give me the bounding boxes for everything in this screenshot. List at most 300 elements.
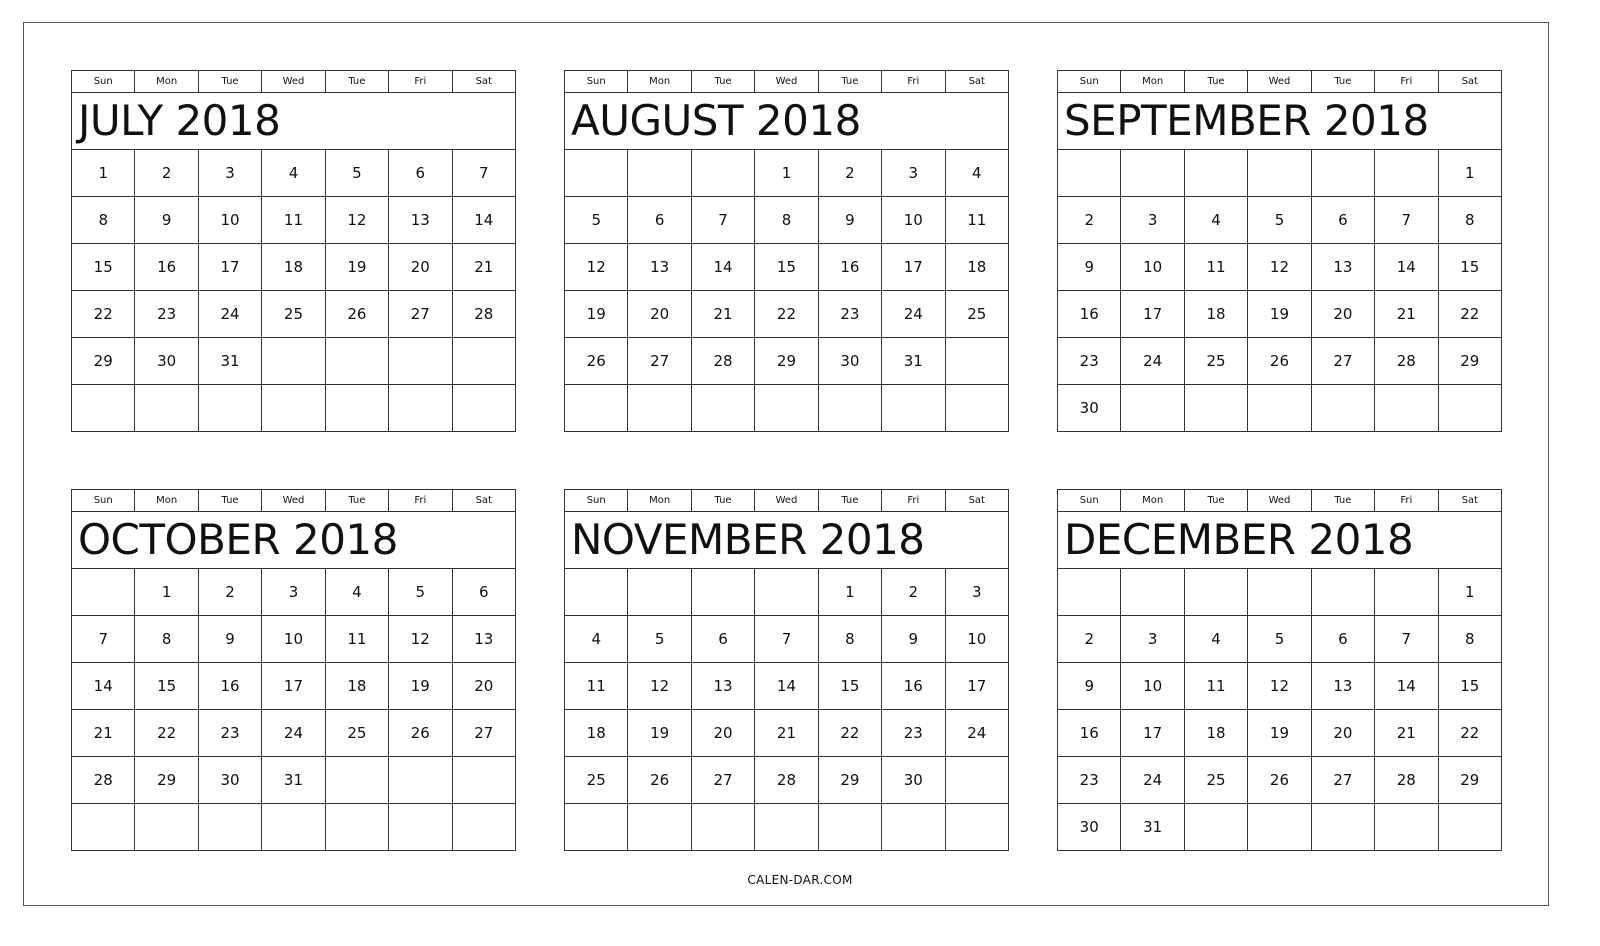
day-cell: 14 [1375,244,1438,291]
day-cell: 29 [72,338,135,385]
empty-day-cell [1248,569,1311,616]
empty-day-cell [945,338,1008,385]
month-calendar-july [71,70,516,441]
weekday-label: Fri [882,490,945,512]
day-cell: 7 [1375,616,1438,663]
week-row [72,244,516,291]
day-cell: 19 [628,710,691,757]
day-cell: 11 [1184,244,1247,291]
day-cell: 20 [389,244,452,291]
empty-day-cell [262,338,325,385]
day-cell: 10 [262,616,325,663]
empty-day-cell [325,804,388,851]
day-cell: 16 [882,663,945,710]
empty-day-cell [389,757,452,804]
empty-day-cell [1248,150,1311,197]
month-grid [1057,70,1502,432]
month-title: JULY 2018 [72,93,516,150]
week-row [1058,150,1502,197]
weekday-label: Sat [1438,71,1501,93]
day-cell: 29 [1438,757,1501,804]
week-row [72,291,516,338]
day-cell: 10 [945,616,1008,663]
empty-day-cell [389,338,452,385]
weekday-label: Sat [452,490,515,512]
day-cell: 25 [262,291,325,338]
day-cell: 30 [135,338,198,385]
day-cell: 3 [1121,197,1184,244]
empty-day-cell [262,385,325,432]
day-cell: 7 [755,616,818,663]
empty-day-cell [325,757,388,804]
day-cell: 12 [565,244,628,291]
day-cell: 23 [1058,757,1121,804]
empty-day-cell [628,150,691,197]
day-cell: 12 [628,663,691,710]
day-cell: 2 [882,569,945,616]
day-cell: 8 [135,616,198,663]
day-cell: 11 [262,197,325,244]
empty-day-cell [1375,569,1438,616]
day-cell: 8 [755,197,818,244]
day-cell: 18 [1184,710,1247,757]
day-cell: 23 [818,291,881,338]
day-cell: 31 [262,757,325,804]
day-cell: 12 [389,616,452,663]
empty-day-cell [818,804,881,851]
day-cell: 26 [565,338,628,385]
weekday-label: Tue [818,71,881,93]
month-calendar-september [1057,70,1502,441]
empty-day-cell [1311,804,1374,851]
day-cell: 12 [1248,244,1311,291]
day-cell: 14 [452,197,515,244]
day-cell: 6 [452,569,515,616]
day-cell: 4 [262,150,325,197]
day-cell: 29 [818,757,881,804]
day-cell: 14 [72,663,135,710]
weekday-label: Sun [565,71,628,93]
day-cell: 25 [1184,338,1247,385]
day-cell: 24 [1121,757,1184,804]
weekday-label: Sat [452,71,515,93]
weekday-label: Sat [945,71,1008,93]
weekday-label: Mon [628,490,691,512]
day-cell: 15 [1438,663,1501,710]
day-cell: 15 [72,244,135,291]
empty-day-cell [389,385,452,432]
week-row [565,385,1009,432]
day-cell: 19 [325,244,388,291]
week-row [1058,616,1502,663]
week-row [72,197,516,244]
empty-day-cell [325,385,388,432]
day-cell: 12 [1248,663,1311,710]
day-cell: 18 [262,244,325,291]
empty-day-cell [72,569,135,616]
day-cell: 10 [1121,663,1184,710]
empty-day-cell [1311,385,1374,432]
week-row [72,150,516,197]
day-cell: 17 [1121,710,1184,757]
empty-day-cell [691,150,754,197]
weekday-label: Tue [1184,490,1247,512]
weekday-label: Tue [691,71,754,93]
week-row [1058,757,1502,804]
day-cell: 31 [882,338,945,385]
week-row [72,757,516,804]
month-title: SEPTEMBER 2018 [1058,93,1502,150]
day-cell: 21 [755,710,818,757]
day-cell: 21 [72,710,135,757]
weekday-header-row [1058,71,1502,93]
day-cell: 18 [325,663,388,710]
weekday-label: Wed [1248,490,1311,512]
day-cell: 15 [1438,244,1501,291]
empty-day-cell [882,385,945,432]
day-cell: 26 [325,291,388,338]
day-cell: 27 [628,338,691,385]
day-cell: 10 [198,197,261,244]
day-cell: 16 [818,244,881,291]
day-cell: 28 [1375,757,1438,804]
empty-day-cell [452,385,515,432]
day-cell: 28 [691,338,754,385]
weekday-label: Wed [755,490,818,512]
weekday-label: Wed [262,71,325,93]
empty-day-cell [452,757,515,804]
day-cell: 9 [1058,244,1121,291]
day-cell: 28 [72,757,135,804]
weekday-label: Tue [325,490,388,512]
empty-day-cell [1121,385,1184,432]
empty-day-cell [325,338,388,385]
day-cell: 9 [135,197,198,244]
empty-day-cell [755,804,818,851]
day-cell: 13 [1311,663,1374,710]
week-row [1058,244,1502,291]
day-cell: 18 [565,710,628,757]
day-cell: 14 [691,244,754,291]
empty-day-cell [1184,804,1247,851]
day-cell: 18 [945,244,1008,291]
empty-day-cell [1184,150,1247,197]
day-cell: 6 [691,616,754,663]
day-cell: 8 [1438,197,1501,244]
empty-day-cell [945,757,1008,804]
weekday-label: Mon [135,71,198,93]
day-cell: 23 [882,710,945,757]
empty-day-cell [565,150,628,197]
week-row [1058,385,1502,432]
day-cell: 11 [945,197,1008,244]
day-cell: 20 [452,663,515,710]
day-cell: 6 [1311,197,1374,244]
day-cell: 1 [72,150,135,197]
empty-day-cell [565,804,628,851]
month-title: DECEMBER 2018 [1058,512,1502,569]
week-row [72,616,516,663]
day-cell: 1 [818,569,881,616]
empty-day-cell [691,385,754,432]
day-cell: 12 [325,197,388,244]
day-cell: 23 [198,710,261,757]
week-row [1058,804,1502,851]
day-cell: 18 [1184,291,1247,338]
empty-day-cell [1058,150,1121,197]
day-cell: 2 [198,569,261,616]
day-cell: 30 [1058,385,1121,432]
day-cell: 30 [198,757,261,804]
day-cell: 14 [1375,663,1438,710]
day-cell: 19 [1248,291,1311,338]
week-row [72,569,516,616]
empty-day-cell [389,804,452,851]
day-cell: 5 [1248,197,1311,244]
day-cell: 21 [452,244,515,291]
weekday-label: Mon [135,490,198,512]
day-cell: 22 [1438,291,1501,338]
day-cell: 24 [262,710,325,757]
month-calendar-december [1057,489,1502,860]
empty-day-cell [691,569,754,616]
weekday-label: Sat [1438,490,1501,512]
day-cell: 30 [1058,804,1121,851]
day-cell: 24 [882,291,945,338]
empty-day-cell [198,385,261,432]
weekday-header-row [72,71,516,93]
day-cell: 5 [628,616,691,663]
day-cell: 8 [72,197,135,244]
day-cell: 7 [691,197,754,244]
day-cell: 5 [325,150,388,197]
day-cell: 31 [1121,804,1184,851]
empty-day-cell [1375,385,1438,432]
day-cell: 8 [818,616,881,663]
day-cell: 30 [882,757,945,804]
day-cell: 22 [755,291,818,338]
day-cell: 28 [1375,338,1438,385]
day-cell: 9 [818,197,881,244]
day-cell: 28 [452,291,515,338]
day-cell: 31 [198,338,261,385]
week-row [565,569,1009,616]
empty-day-cell [691,804,754,851]
day-cell: 22 [818,710,881,757]
day-cell: 3 [262,569,325,616]
empty-day-cell [1248,804,1311,851]
empty-day-cell [198,804,261,851]
day-cell: 15 [135,663,198,710]
weekday-header-row [565,490,1009,512]
day-cell: 16 [135,244,198,291]
day-cell: 6 [1311,616,1374,663]
weekday-label: Wed [755,71,818,93]
empty-day-cell [1184,385,1247,432]
day-cell: 21 [1375,710,1438,757]
day-cell: 22 [72,291,135,338]
day-cell: 2 [135,150,198,197]
day-cell: 26 [1248,757,1311,804]
day-cell: 22 [135,710,198,757]
week-row [1058,291,1502,338]
day-cell: 22 [1438,710,1501,757]
day-cell: 3 [198,150,261,197]
month-calendar-november [564,489,1009,860]
week-row [1058,710,1502,757]
week-row [72,385,516,432]
day-cell: 29 [1438,338,1501,385]
day-cell: 6 [389,150,452,197]
day-cell: 17 [1121,291,1184,338]
weekday-label: Fri [389,490,452,512]
empty-day-cell [452,338,515,385]
day-cell: 4 [565,616,628,663]
empty-day-cell [262,804,325,851]
day-cell: 9 [1058,663,1121,710]
day-cell: 27 [452,710,515,757]
day-cell: 16 [1058,291,1121,338]
weekday-label: Fri [1375,490,1438,512]
day-cell: 11 [565,663,628,710]
day-cell: 27 [389,291,452,338]
day-cell: 26 [628,757,691,804]
day-cell: 25 [945,291,1008,338]
day-cell: 27 [1311,757,1374,804]
day-cell: 21 [1375,291,1438,338]
day-cell: 17 [262,663,325,710]
weekday-label: Fri [882,71,945,93]
day-cell: 15 [818,663,881,710]
weekday-label: Wed [1248,71,1311,93]
week-row [565,150,1009,197]
day-cell: 14 [755,663,818,710]
day-cell: 19 [389,663,452,710]
empty-day-cell [72,385,135,432]
day-cell: 17 [945,663,1008,710]
week-row [72,338,516,385]
weekday-label: Tue [325,71,388,93]
empty-day-cell [945,804,1008,851]
day-cell: 13 [389,197,452,244]
day-cell: 2 [818,150,881,197]
month-calendar-august [564,70,1009,441]
weekday-label: Fri [1375,71,1438,93]
week-row [565,244,1009,291]
day-cell: 23 [1058,338,1121,385]
day-cell: 9 [198,616,261,663]
day-cell: 24 [1121,338,1184,385]
day-cell: 16 [1058,710,1121,757]
empty-day-cell [135,804,198,851]
month-grid [564,70,1009,432]
empty-day-cell [882,804,945,851]
empty-day-cell [565,569,628,616]
day-cell: 24 [945,710,1008,757]
day-cell: 13 [628,244,691,291]
day-cell: 5 [565,197,628,244]
empty-day-cell [945,385,1008,432]
empty-day-cell [452,804,515,851]
month-calendar-october [71,489,516,860]
empty-day-cell [1438,385,1501,432]
empty-day-cell [628,569,691,616]
day-cell: 20 [1311,710,1374,757]
week-row [72,710,516,757]
weekday-header-row [565,71,1009,93]
weekday-label: Tue [198,490,261,512]
week-row [1058,338,1502,385]
day-cell: 7 [1375,197,1438,244]
day-cell: 26 [389,710,452,757]
day-cell: 3 [945,569,1008,616]
week-row [565,291,1009,338]
day-cell: 11 [325,616,388,663]
day-cell: 28 [755,757,818,804]
month-grid [71,489,516,851]
day-cell: 9 [882,616,945,663]
empty-day-cell [1438,804,1501,851]
empty-day-cell [1375,804,1438,851]
day-cell: 23 [135,291,198,338]
day-cell: 1 [755,150,818,197]
empty-day-cell [1311,150,1374,197]
day-cell: 25 [1184,757,1247,804]
day-cell: 4 [1184,616,1247,663]
day-cell: 3 [882,150,945,197]
day-cell: 11 [1184,663,1247,710]
empty-day-cell [1121,150,1184,197]
day-cell: 10 [882,197,945,244]
day-cell: 5 [389,569,452,616]
week-row [1058,569,1502,616]
empty-day-cell [1058,569,1121,616]
day-cell: 1 [135,569,198,616]
empty-day-cell [1121,569,1184,616]
day-cell: 13 [691,663,754,710]
empty-day-cell [755,385,818,432]
month-title: OCTOBER 2018 [72,512,516,569]
empty-day-cell [755,569,818,616]
day-cell: 1 [1438,569,1501,616]
day-cell: 26 [1248,338,1311,385]
day-cell: 21 [691,291,754,338]
week-row [565,197,1009,244]
weekday-label: Sun [72,490,135,512]
week-row [565,710,1009,757]
empty-day-cell [1184,569,1247,616]
day-cell: 2 [1058,197,1121,244]
empty-day-cell [628,804,691,851]
day-cell: 15 [755,244,818,291]
week-row [565,616,1009,663]
day-cell: 4 [325,569,388,616]
day-cell: 4 [1184,197,1247,244]
empty-day-cell [72,804,135,851]
month-title: AUGUST 2018 [565,93,1009,150]
weekday-label: Tue [1311,71,1374,93]
week-row [565,338,1009,385]
month-grid [1057,489,1502,851]
day-cell: 19 [565,291,628,338]
day-cell: 1 [1438,150,1501,197]
week-row [72,663,516,710]
day-cell: 13 [452,616,515,663]
day-cell: 2 [1058,616,1121,663]
weekday-label: Sat [945,490,1008,512]
weekday-label: Sun [565,490,628,512]
empty-day-cell [628,385,691,432]
